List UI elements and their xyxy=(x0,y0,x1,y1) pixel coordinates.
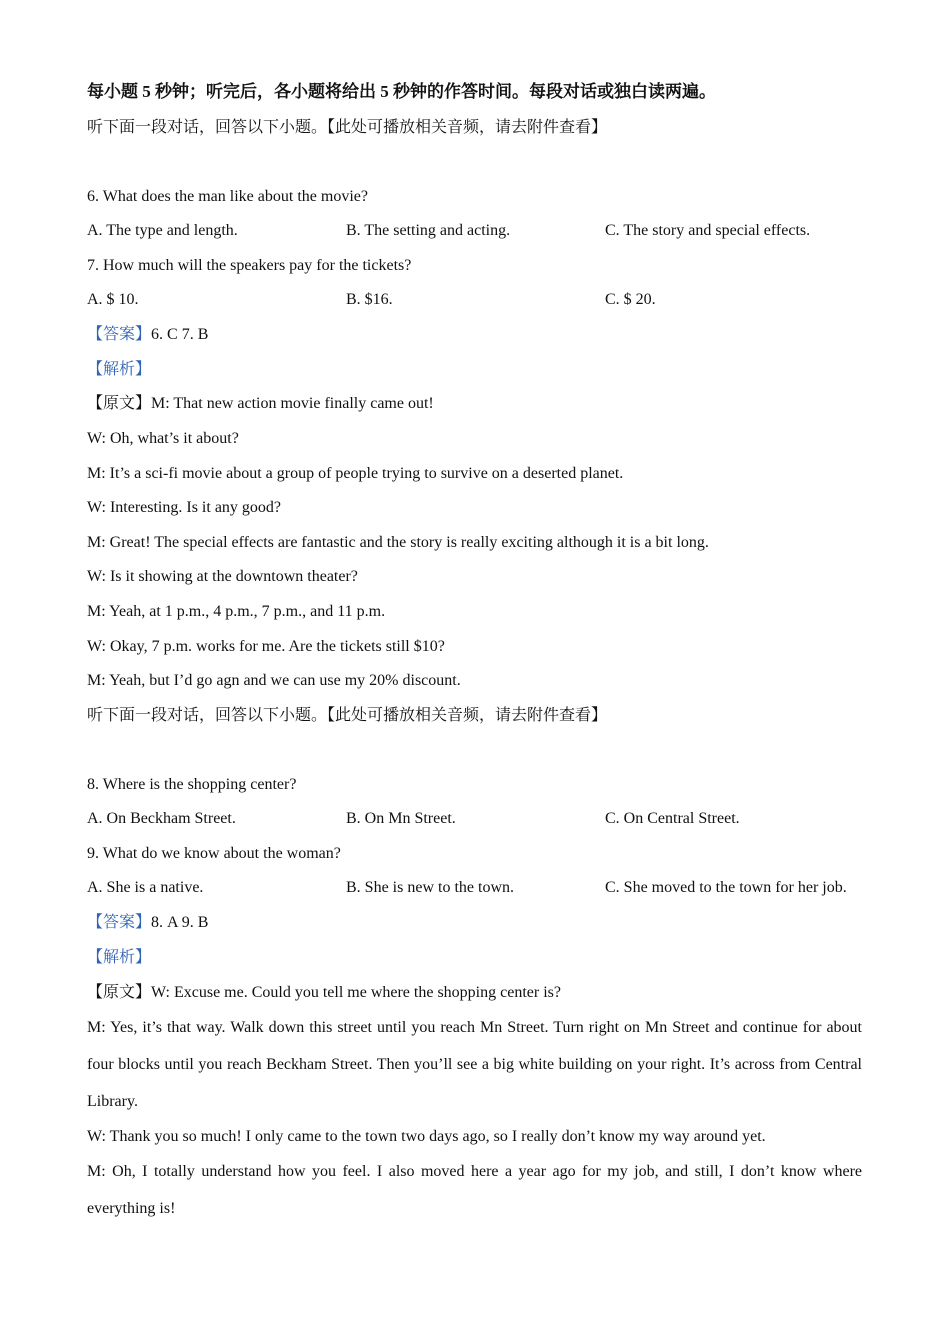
answer-tag: 【答案】 xyxy=(87,914,152,931)
answer-tag: 【答案】 xyxy=(87,326,152,343)
q7-option-b: B. $16. xyxy=(346,291,393,308)
listening-instruction-2: 听下面一段对话，回答以下小题。【此处可播放相关音频，请去附件查看】 xyxy=(87,707,608,724)
analysis-tag: 【解析】 xyxy=(87,949,152,966)
transcript-text: W: Excuse me. Could you tell me where the shopping center is? xyxy=(151,984,561,1001)
transcript-line: M: Great! The special effects are fantastic and the story is really exciting although it is a bit long. xyxy=(87,534,709,551)
transcript-line: W: Is it showing at the downtown theater? xyxy=(87,568,358,585)
q8-option-b: B. On Mn Street. xyxy=(346,810,456,827)
question-9: 9. What do we know about the woman? xyxy=(87,845,341,862)
q8-option-a: A. On Beckham Street. xyxy=(87,810,236,827)
original-tag: 【原文】 xyxy=(87,984,152,1001)
transcript-line: W: Thank you so much! I only came to the town two days ago, so I really don’t know my way around yet. xyxy=(87,1128,766,1145)
q6-option-b: B. The setting and acting. xyxy=(346,222,511,239)
question-8: 8. Where is the shopping center? xyxy=(87,776,297,793)
question-6: 6. What does the man like about the movie? xyxy=(87,188,368,205)
analysis-tag: 【解析】 xyxy=(87,361,152,378)
q7-option-a: A. $ 10. xyxy=(87,291,139,308)
answer-line-1 xyxy=(87,325,208,345)
answer-text: 6. C 7. B xyxy=(151,326,209,343)
question-7: 7. How much will the speakers pay for the tickets? xyxy=(87,257,412,274)
q7-option-c: C. $ 20. xyxy=(605,291,656,308)
transcript-line: M: Yeah, at 1 p.m., 4 p.m., 7 p.m., and 11 p.m. xyxy=(87,603,386,620)
original-tag: 【原文】 xyxy=(87,395,152,412)
q6-option-c: C. The story and special effects. xyxy=(605,222,811,239)
section-intro: 每小题 5 秒钟；听完后，各小题将给出 5 秒钟的作答时间。每段对话或独白读两遍。 xyxy=(87,82,716,101)
transcript-line xyxy=(87,983,561,1003)
transcript-text: M: That new action movie finally came out! xyxy=(151,395,434,412)
q9-option-b: B. She is new to the town. xyxy=(346,879,514,896)
transcript-line: W: Interesting. Is it any good? xyxy=(87,499,282,516)
transcript-paragraph: M: Oh, I totally understand how you feel. I also moved here a year ago for my job, and still, I don’t know where everything is! xyxy=(87,1163,862,1217)
listening-instruction-1: 听下面一段对话，回答以下小题。【此处可播放相关音频，请去附件查看】 xyxy=(87,119,608,136)
q9-option-a: A. She is a native. xyxy=(87,879,204,896)
q6-option-a: A. The type and length. xyxy=(87,222,238,239)
transcript-line xyxy=(87,394,434,414)
transcript-line: W: Okay, 7 p.m. works for me. Are the tickets still $10? xyxy=(87,638,445,655)
transcript-line: M: It’s a sci-fi movie about a group of people trying to survive on a deserted planet. xyxy=(87,465,624,482)
transcript-line: M: Yeah, but I’d go agn and we can use my 20% discount. xyxy=(87,672,461,689)
transcript-paragraph: M: Yes, it’s that way. Walk down this street until you reach Mn Street. Turn right on Mn Street and continue for about four blocks until you reach Beckham Street. Then you’ll see a big white building on your right. It’s across from Central Library. xyxy=(87,1019,862,1110)
q9-option-c: C. She moved to the town for her job. xyxy=(605,879,847,896)
answer-line-2 xyxy=(87,913,208,933)
answer-text: 8. A 9. B xyxy=(151,914,209,931)
transcript-line: W: Oh, what’s it about? xyxy=(87,430,239,447)
q8-option-c: C. On Central Street. xyxy=(605,810,740,827)
